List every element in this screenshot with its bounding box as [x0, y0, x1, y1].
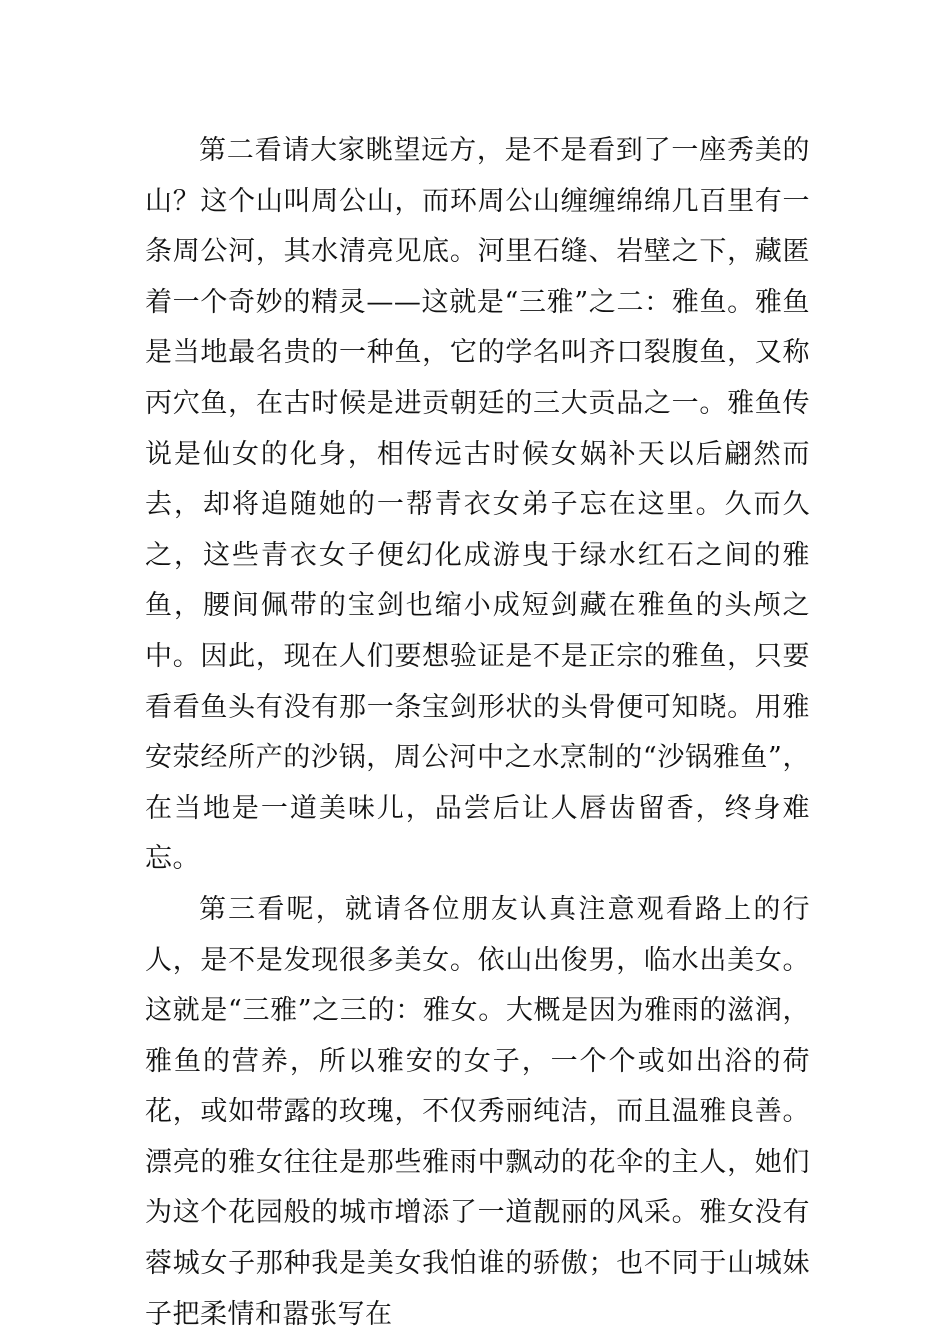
- body-text: [145, 126, 810, 1340]
- paragraph-yanv: 第三看呢，就请各位朋友认真注意观看路上的行人，是不是发现很多美女。依山出俊男，临水出美女。这就是“三雅”之三的：雅女。大概是因为雅雨的滋润，雅鱼的营养，所以雅安的女子，一个个或如出浴的荷花，或如带露的玫瑰，不仅秀丽纯洁，而且温雅良善。漂亮的雅女往往是那些雅雨中飘动的花伞的主人，她们为这个花园般的城市增添了一道靓丽的风采。雅女没有蓉城女子那种我是美女我怕谁的骄傲；也不同于山城妹子把柔情和嚣张写在: [145, 893, 810, 1330]
- paragraph-yayu: 第二看请大家眺望远方，是不是看到了一座秀美的山？这个山叫周公山，而环周公山缠缠绵绵几百里有一条周公河，其水清亮见底。河里石缝、岩壁之下，藏匿着一个奇妙的精灵——这就是“三雅”之二：雅鱼。雅鱼是当地最名贵的一种鱼，它的学名叫齐口裂腹鱼，又称丙穴鱼，在古时候是进贡朝廷的三大贡品之一。雅鱼传说是仙女的化身，相传远古时候女娲补天以后翩然而去，却将追随她的一帮青衣女弟子忘在这里。久而久之，这些青衣女子便幻化成游曳于绿水红石之间的雅鱼，腰间佩带的宝剑也缩小成短剑藏在雅鱼的头颅之中。因此，现在人们要想验证是不是正宗的雅鱼，只要看看鱼头有没有那一条宝剑形状的头骨便可知晓。用雅安荥经所产的沙锅，周公河中之水烹制的“沙锅雅鱼”，在当地是一道美味儿，品尝后让人唇齿留香，终身难忘。: [145, 135, 810, 875]
